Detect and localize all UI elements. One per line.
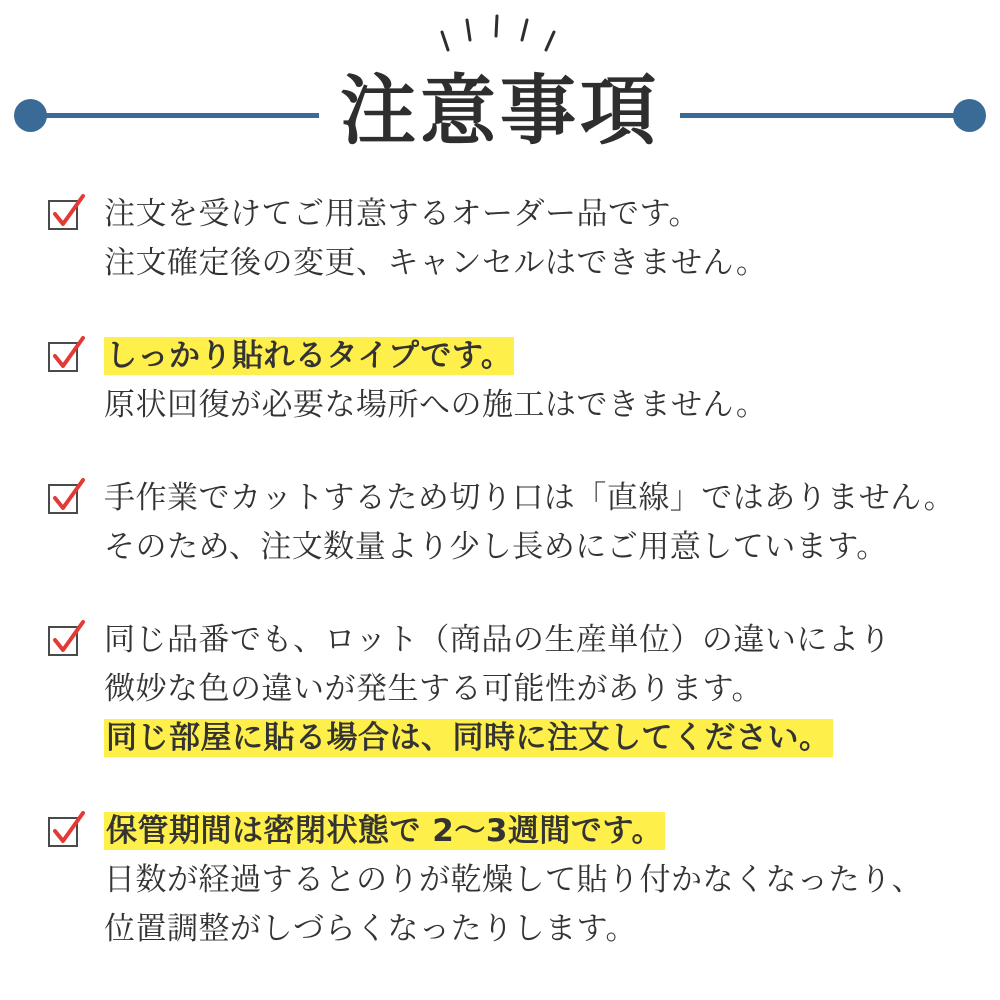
list-item-line: 位置調整がしづらくなったりします。: [104, 911, 638, 947]
list-item-line: 保管期間は密閉状態で 2〜3週間です。: [106, 813, 663, 849]
list-item-line: 日数が経過するとのりが乾燥して貼り付かなくなったり、: [104, 862, 923, 898]
header-rule-right: [680, 113, 965, 118]
notice-list: [0, 190, 1000, 998]
list-item: [0, 332, 1000, 430]
header-dot-right: [953, 99, 986, 132]
list-item-line: 同じ部屋に貼る場合は、同時に注文してください。: [106, 720, 831, 756]
list-item-text: [104, 616, 1000, 763]
list-item-line: そのため、注文数量より少し長めにご用意しています。: [104, 529, 888, 565]
sparkle-icon: [440, 14, 560, 60]
list-item-line: 手作業でカットするため切り口は「直線」ではありません。: [104, 480, 956, 516]
checkbox-checked-icon: [48, 817, 82, 851]
list-item: [0, 807, 1000, 954]
checkbox-checked-icon: [48, 484, 82, 518]
list-item: [0, 474, 1000, 572]
page-title: 注意事項: [340, 66, 660, 155]
list-item-line: 注文確定後の変更、キャンセルはできません。: [104, 245, 768, 281]
list-item-line: 注文を受けてご用意するオーダー品です。: [104, 196, 701, 232]
list-item-line: 微妙な色の違いが発生する可能性があります。: [104, 671, 764, 707]
list-item-line: しっかり貼れるタイプです。: [106, 338, 513, 374]
list-item-line: 原状回復が必要な場所への施工はできません。: [104, 387, 768, 423]
checkbox-checked-icon: [48, 626, 82, 660]
list-item-text: [104, 190, 1000, 288]
list-item: [0, 616, 1000, 763]
checkbox-checked-icon: [48, 342, 82, 376]
list-item-text: [104, 474, 1000, 572]
list-item-text: [104, 807, 1000, 954]
list-item: [0, 190, 1000, 288]
checkbox-checked-icon: [48, 200, 82, 234]
list-item-text: [104, 332, 1000, 430]
page-header: [0, 0, 1000, 175]
list-item-line: 同じ品番でも、ロット（商品の生産単位）の違いにより: [104, 622, 891, 658]
